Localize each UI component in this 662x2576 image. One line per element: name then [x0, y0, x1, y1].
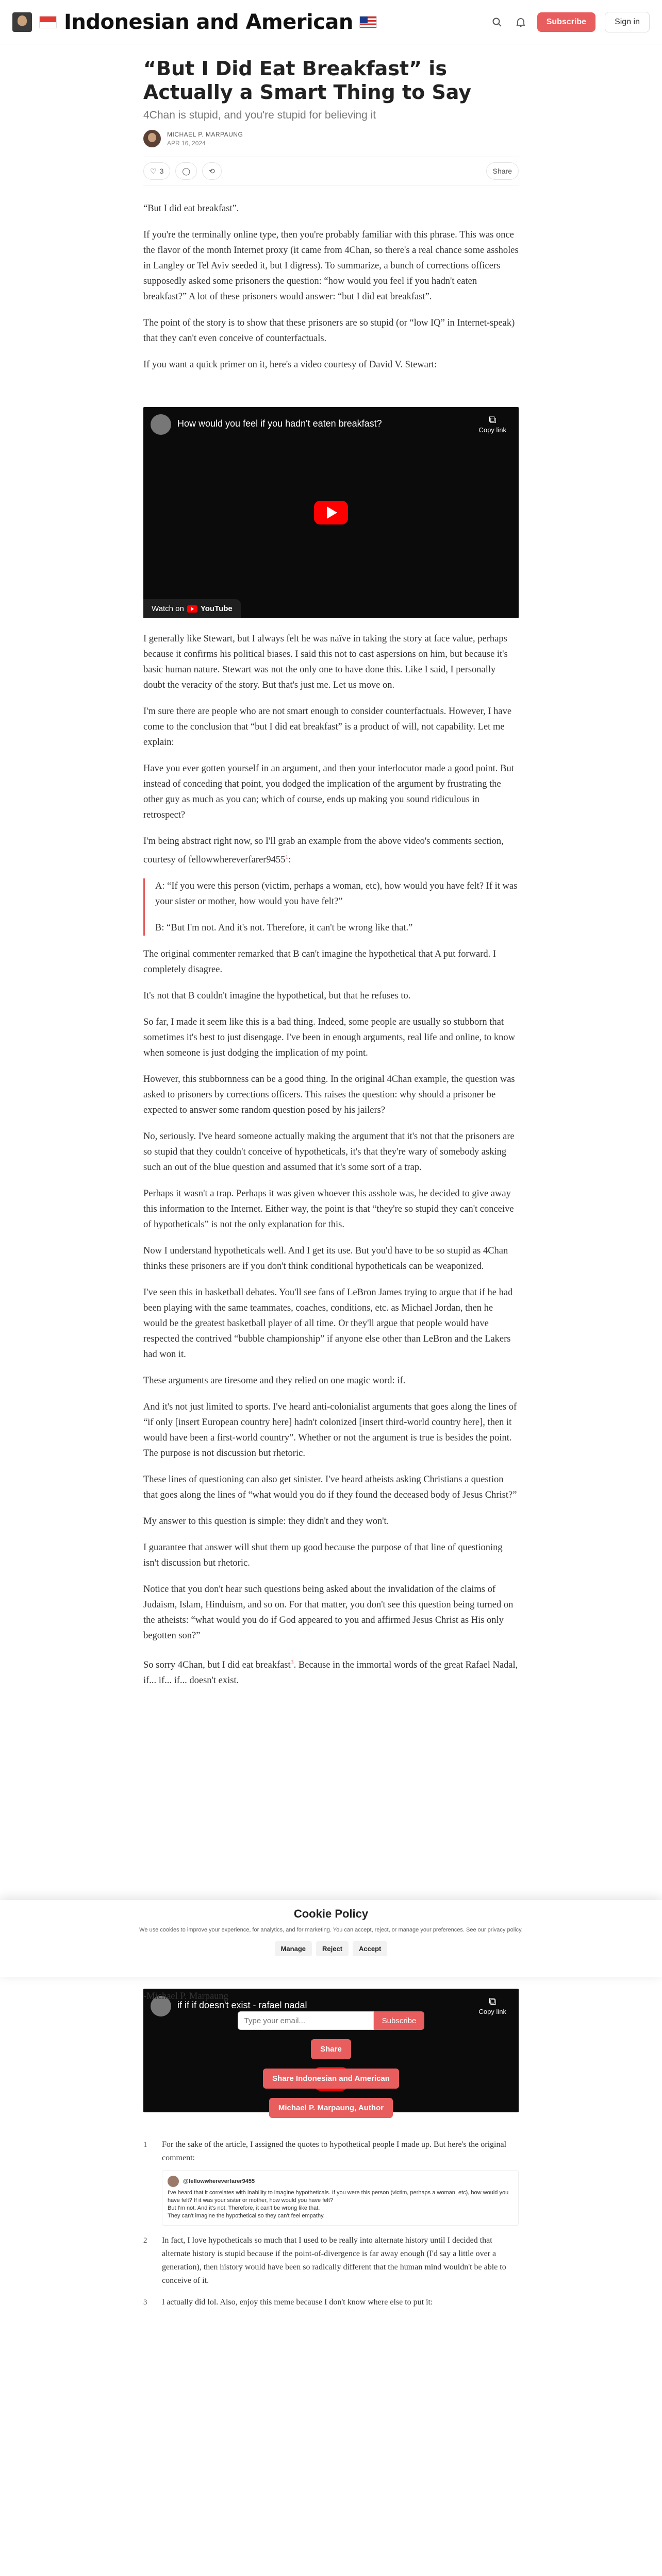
footnote: [143, 2234, 519, 2287]
copy-link-button[interactable]: [479, 414, 506, 434]
comment-button[interactable]: [175, 162, 197, 180]
cookie-text: We use cookies to improve your experience, for analytics, and for marketing. You can accept, reject, or manage your preferences. See our privacy policy.: [139, 1927, 523, 1933]
paragraph: The point of the story is to show that these prisoners are so stupid (or “low IQ” in Internet-speak) that they can't even conceive of counterfactuals.: [143, 318, 515, 344]
copy-icon: ⧉: [489, 414, 496, 426]
indonesia-flag-icon: [39, 16, 57, 28]
paragraph: No, seriously. I've heard someone actually making the argument that it's not that the prisoners are so stupid that they couldn't conceive of hypotheticals, it's that they're wary of somebody asking such an out of the blue question and assumed that it's some sort of a trap.: [143, 1131, 515, 1173]
youtube-logo-icon: [187, 605, 197, 613]
video-title[interactable]: if if if doesn't exist - rafael nadal: [177, 2000, 307, 2010]
paragraph-text: I'm being abstract right now, so I'll grab an example from the above video's comments section, courtesy of fellowwhereverfarer9455: [143, 836, 504, 866]
signoff-author: -Michael P. Marpaung: [143, 1991, 228, 2002]
copy-link-label: Copy link: [478, 2008, 506, 2015]
paragraph: If you want a quick primer on it, here's a video courtesy of David V. Stewart:: [143, 360, 437, 370]
paragraph: [143, 1654, 519, 1688]
footnotes: [143, 2138, 519, 2317]
paragraph: These arguments are tiresome and they relied on one magic word: if.: [143, 1376, 406, 1386]
heart-icon: ♡: [150, 166, 157, 175]
email-input[interactable]: [238, 2011, 374, 2030]
post-body: [143, 201, 519, 383]
youtube-label: YouTube: [200, 604, 233, 613]
footnote-ref[interactable]: 1: [285, 853, 289, 860]
copy-link-label: Copy link: [478, 426, 506, 434]
paragraph-text: So sorry 4Chan, but I did eat breakfast: [143, 1660, 291, 1671]
paragraph: My answer to this question is simple: they didn't and they won't.: [143, 1516, 389, 1527]
paragraph: I've seen this in basketball debates. You'll see fans of LeBron James trying to argue that if he had been playing with the same teammates, coaches, conditions, etc. as Michael Jordan, then he would be the greatest basketball player of all time. Or they'll argue that people would have respected the contrived “bubble championship” if anyone else other than LeBron and the Lakers had won it.: [143, 1287, 513, 1360]
share-publication-button[interactable]: Share Indonesian and American: [263, 2069, 399, 2089]
post-action-bar: [143, 157, 519, 185]
footnote-number[interactable]: 2: [143, 2236, 147, 2245]
quote-line: B: “But I'm not. And it's not. Therefore, it can't be wrong like that.”: [155, 923, 413, 934]
site-header: [0, 0, 662, 44]
cookie-title: Cookie Policy: [293, 1907, 369, 1920]
youtube-embed[interactable]: [143, 407, 519, 618]
paragraph: Now I understand hypotheticals well. And I get its use. But you'd have to be so stupid as 4Chan thinks these prisoners are if you don't think conditional hypotheticals can be weaponized.: [143, 1246, 508, 1272]
footnote-number[interactable]: 3: [143, 2298, 147, 2307]
paragraph: It's not that B couldn't imagine the hypothetical, but that he refuses to.: [143, 991, 411, 1002]
email-subscribe-button[interactable]: Subscribe: [374, 2011, 425, 2030]
comment-line: I've heard that it correlates with inability to imagine hypotheticals. If you were this person (victim, perhaps a woman, etc), how would you have felt? If it was your sister or mother, how would you have felt?: [168, 2190, 509, 2204]
paragraph: These lines of questioning can also get sinister. I've heard atheists asking Christians a question that goes along the lines of “what would you do if they found the deceased body of Jesus Christ?”: [143, 1475, 517, 1501]
cookie-reject-button[interactable]: Reject: [316, 1941, 349, 1956]
post-date: APR 16, 2024: [167, 139, 206, 147]
signin-button[interactable]: Sign in: [605, 12, 650, 32]
comment-icon: ◯: [182, 166, 191, 175]
paragraph: So far, I made it seem like this is a bad thing. Indeed, some people are usually so stubborn that sometimes it's best to just disengage. I've been in enough arguments, real life and online, to know when someone is just dodging the implication of my point.: [143, 1017, 515, 1059]
restack-icon: ⟲: [209, 166, 215, 175]
usa-flag-icon: [359, 16, 377, 28]
post-title: “But I Did Eat Breakfast” is Actually a Smart Thing to Say: [143, 57, 472, 104]
like-button[interactable]: [143, 162, 170, 180]
paragraph: However, this stubbornness can be a good thing. In the original 4Chan example, the question was asked to prisoners by corrections officers. This raises the question: why should a prisoner be expected to answer some random question posed by his jailers?: [143, 1074, 515, 1116]
footnote-text: I actually did lol. Also, enjoy this meme because I don't know where else to put it:: [162, 2298, 433, 2307]
notification-icon[interactable]: [514, 15, 528, 29]
paragraph: I'm sure there are people who are not smart enough to consider counterfactuals. However, I have come to the conclusion that “but I did eat breakfast” is a product of will, not capability. Let me explain:: [143, 706, 512, 748]
publication-logo[interactable]: [12, 12, 32, 32]
cookie-banner: [0, 1900, 662, 1977]
like-count: 3: [159, 167, 164, 175]
commenter-avatar: [168, 2176, 179, 2187]
play-button[interactable]: [314, 501, 348, 524]
footnote: [143, 2296, 519, 2309]
footnote-ref[interactable]: 3: [290, 1658, 294, 1666]
paragraph-text: . Because in the immortal words of the great Rafael Nadal, if... if... if... doesn't exist.: [143, 1660, 518, 1686]
footnote-number[interactable]: 1: [143, 2141, 147, 2149]
cookie-accept-button[interactable]: Accept: [353, 1941, 387, 1956]
search-icon[interactable]: [490, 15, 504, 29]
post-header: [143, 57, 519, 185]
embedded-comment-image: [162, 2170, 519, 2226]
paragraph: I generally like Stewart, but I always felt he was naïve in taking the story at face value, perhaps because it confirms his political biases. I said this not to cast aspersions on him, but because it's basic human nature. Stewart was not the only one to have done this. Like I said, I personally doubt the veracity of the story. But that's just me. Let us move on.: [143, 634, 508, 690]
post-subtitle: 4Chan is stupid, and you're stupid for believing it: [143, 109, 376, 121]
restack-button[interactable]: [202, 162, 222, 180]
byline: [143, 130, 519, 147]
post-body-2: [143, 631, 519, 1699]
site-title[interactable]: Indonesian and American: [64, 10, 353, 34]
paragraph: Have you ever gotten yourself in an argument, and then your interlocutor made a good point. But instead of conceding that point, you dodged the implication of the argument by frustrating the other guy as much as you can; which of course, ends up making you sound ridiculous in retrospect?: [143, 764, 514, 820]
comment-line: But I'm not. And it's not. Therefore, it can't be wrong like that.: [168, 2205, 320, 2211]
paragraph: Perhaps it wasn't a trap. Perhaps it was given whoever this asshole was, he decided to give away this information to the Internet. Either way, the point is that “they're so stupid they can't conceive of hypotheticals” is not the only explanation for this.: [143, 1189, 514, 1230]
quote-line: A: “If you were this person (victim, perhaps a woman, etc), how would you have felt? If it was your sister or mother, how would you have felt?”: [155, 881, 518, 907]
paragraph: “But I did eat breakfast”.: [143, 204, 239, 214]
footnote-text: In fact, I love hypotheticals so much that I used to be really into alternate history until I decided that alternate history is stupid because if the point-of-divergence is far away enough (I'd say a little over a generation), then history would have been so radically different that the human mind wouldn't be able to conceive of it.: [162, 2236, 506, 2285]
copy-icon: ⧉: [489, 1996, 496, 2007]
comment-line: They can't imagine the hypothetical so they can't feel empathy.: [168, 2213, 325, 2219]
footnote: [143, 2138, 519, 2226]
share-button[interactable]: [486, 162, 519, 180]
watch-on-label: Watch on: [152, 604, 184, 613]
watch-on-youtube[interactable]: [143, 599, 241, 618]
paragraph: I guarantee that answer will shut them up good because the purpose of that line of questioning isn't discussion but rhetoric.: [143, 1543, 503, 1569]
author-name[interactable]: MICHAEL P. MARPAUNG: [167, 130, 243, 138]
channel-avatar[interactable]: [151, 414, 171, 435]
paragraph: Notice that you don't hear such questions being asked about the invalidation of the claims of Judaism, Islam, Hinduism, and so on. For that matter, you don't see this question being turned on the atheists: “what would you do if God appeared to you and affirmed Jesus Christ as His only begotten son?”: [143, 1584, 514, 1641]
share-label: Share: [492, 167, 512, 175]
video-title[interactable]: How would you feel if you hadn't eaten breakfast?: [177, 418, 382, 429]
share-post-button[interactable]: Share: [311, 2039, 351, 2059]
signoff-section: [143, 1989, 519, 2118]
cookie-manage-button[interactable]: Manage: [275, 1941, 312, 1956]
paragraph: I'm being abstract right now, so I'll grab an example from the above video's comments section, courtesy of fellowwhereverfarer9455$^1$:: [143, 836, 504, 866]
paragraph: If you're the terminally online type, then you're probably familiar with this phrase. This was once the flavor of the month Internet proxy (it came from 4Chan, so there's a real chance some assholes in Langley or Tel Aviv seeded it, but I digress). To summarize, a bunch of corrections officers supposedly asked some prisoners the question: “how would you feel if you hadn't eaten breakfast?” A lot of these prisoners would answer: “but I did eat breakfast”.: [143, 230, 519, 302]
paragraph: The original commenter remarked that B can't imagine the hypothetical that A put forward. I completely disagree.: [143, 949, 496, 975]
footnote-text: For the sake of the article, I assigned the quotes to hypothetical people I made up. But here's the original comment:: [162, 2140, 507, 2162]
header-subscribe-button[interactable]: Subscribe: [537, 12, 595, 32]
author-profile-button[interactable]: Michael P. Marpaung, Author: [269, 2098, 393, 2118]
blockquote: [143, 878, 519, 936]
author-avatar[interactable]: [143, 130, 161, 147]
email-signup: [143, 2011, 519, 2030]
paragraph: And it's not just limited to sports. I've heard anti-colonialist arguments that goes along the lines of “if only [insert European country here] hadn't colonized [insert third-world country here], then it would have been a first-world country”. Whether or not the argument is true is besides the point. The purpose is not discussion but rhetoric.: [143, 1402, 517, 1459]
commenter-handle: @fellowwhereverfarer9455: [183, 2178, 255, 2184]
